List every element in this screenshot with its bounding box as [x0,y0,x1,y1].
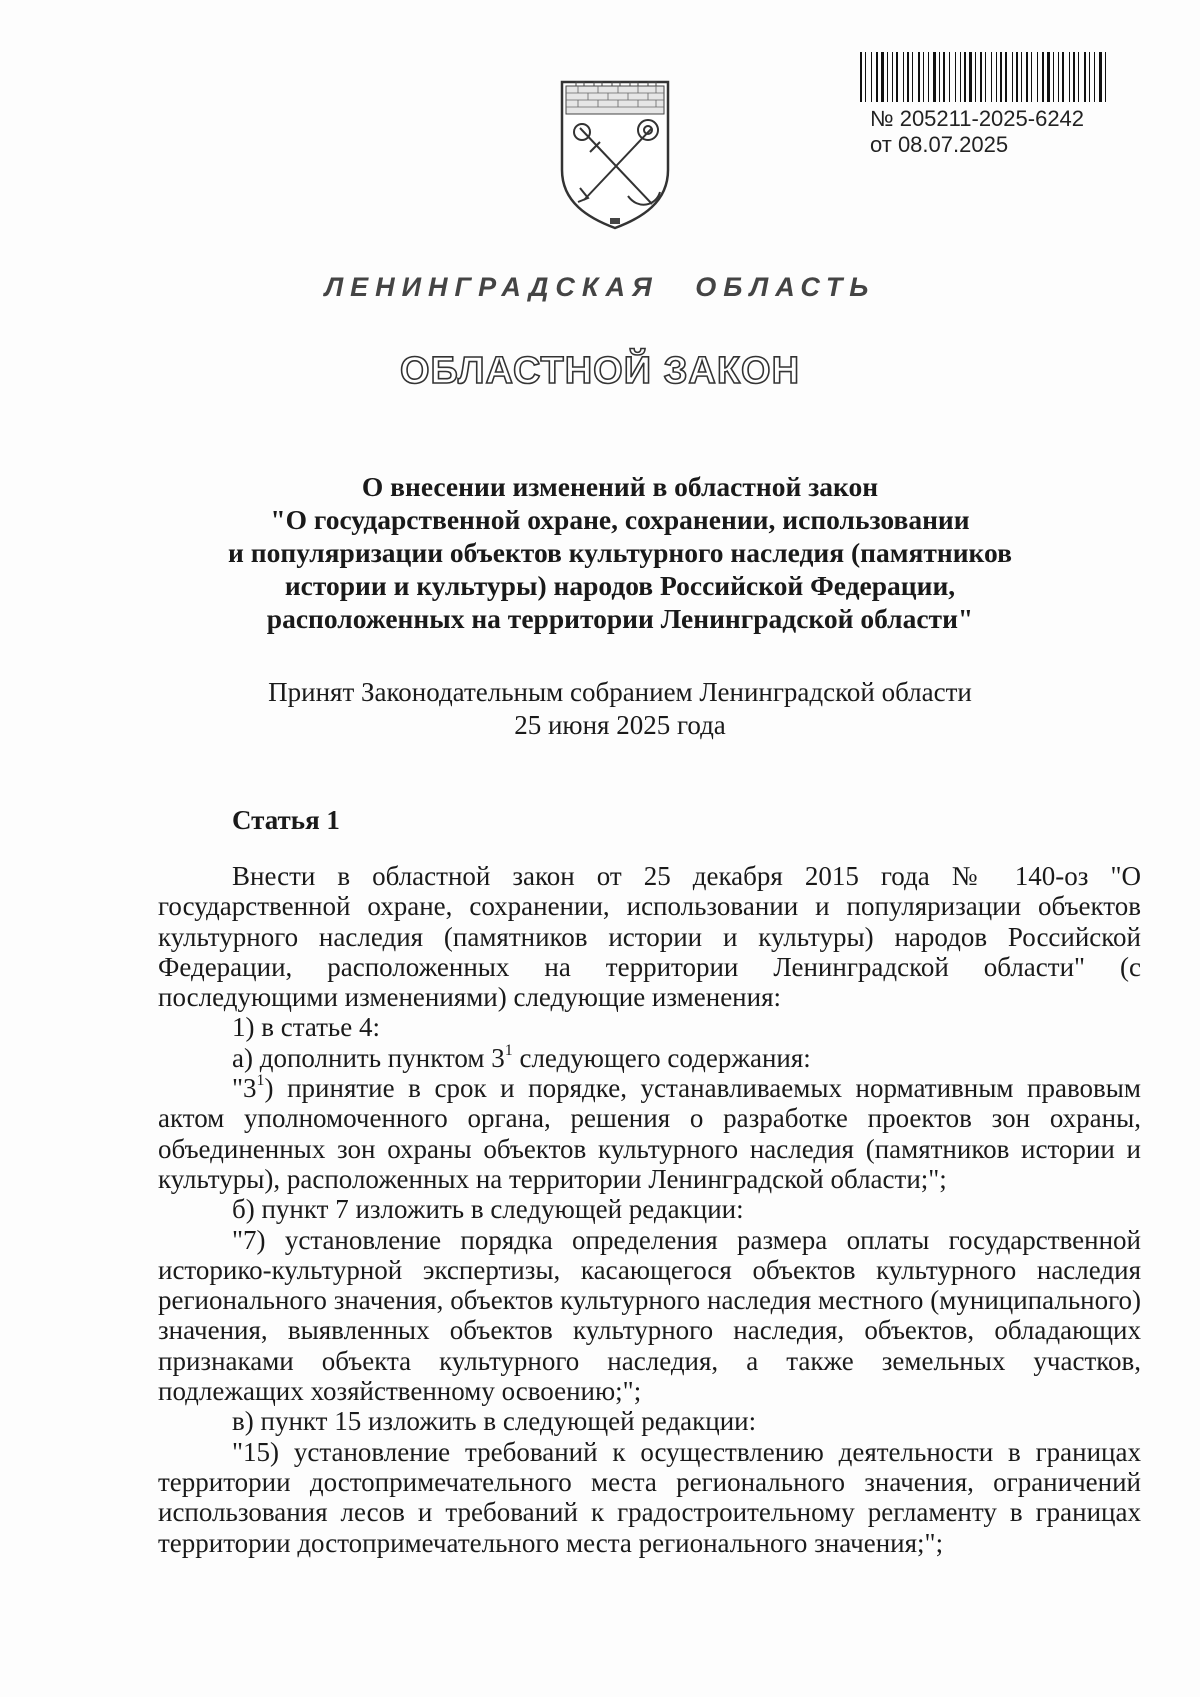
law-title [150,470,1090,635]
law-title-line: О внесении изменений в областной закон [361,471,879,502]
law-title-line: расположенных на территории Ленинградской области" [266,603,974,634]
article-heading: Статья 1 [232,805,340,835]
quoted-amendment: "15) установление требований к осуществлению деятельности в границах территории достопримечательного места регионального значения, ограничений использования лесов и требований к градостроительному регламенту в границах территории достопримечательного места регионального значения;"; [158,1436,1141,1558]
registration-number: № 205211-2025-6242 [870,106,1085,131]
registration-stamp [870,106,1084,158]
registration-date: от 08.07.2025 [870,132,1009,157]
article-body [158,861,1141,1558]
list-item: в) пункт 15 изложить в следующей редакции: [232,1406,757,1437]
adoption-note [150,676,1090,742]
list-item: б) пункт 7 изложить в следующей редакции: [232,1194,744,1225]
quoted-amendment: "$3^1$) принятие в срок и порядке, устанавливаемых нормативным правовым актом уполномоченного органа, решения о разработке проектов зон охраны, объединенных зон охраны объектов культурного наследия (памятников истории и культуры), расположенных на территории Ленинградской области;"; [158,1072,1141,1194]
barcode [858,52,1110,102]
list-item: а) дополнить пунктом $3^1$ следующего содержания: [232,1041,811,1073]
quoted-amendment: "7) установление порядка определения размера оплаты государственной историко-культурной экспертизы, касающегося объектов культурного наследия регионального значения, объектов культурного наследия местного (муниципального) значения, выявленных объектов культурного наследия, объектов, обладающих признаками объекта культурного наследия, а также земельных участков, подлежащих хозяйственному освоению;"; [158,1224,1141,1407]
law-title-line: "О государственной охране, сохранении, использовании [270,504,970,535]
adoption-body: Принят Законодательным собранием Ленинградской области [268,677,972,707]
article-intro: Внести в областной закон от 25 декабря 2015 года № 140-оз "О государственной охране, сохранении, использовании и популяризации объектов культурного наследия (памятников истории и культуры) народов Российской Федерации, расположенных на территории Ленинградской области" (с последующими изменениями) следующие изменения: [158,861,1141,1013]
law-title-line: истории и культуры) народов Российской Федерации, [284,570,956,601]
adoption-date: 25 июня 2025 года [514,710,726,740]
law-type-heading: ОБЛАСТНОЙ ЗАКОН [399,350,801,392]
coat-of-arms-emblem [556,78,674,230]
region-heading: ЛЕНИНГРАДСКАЯ ОБЛАСТЬ [324,272,876,302]
list-item: 1) в статье 4: [232,1012,380,1043]
law-title-line: и популяризации объектов культурного наследия (памятников [228,537,1012,568]
